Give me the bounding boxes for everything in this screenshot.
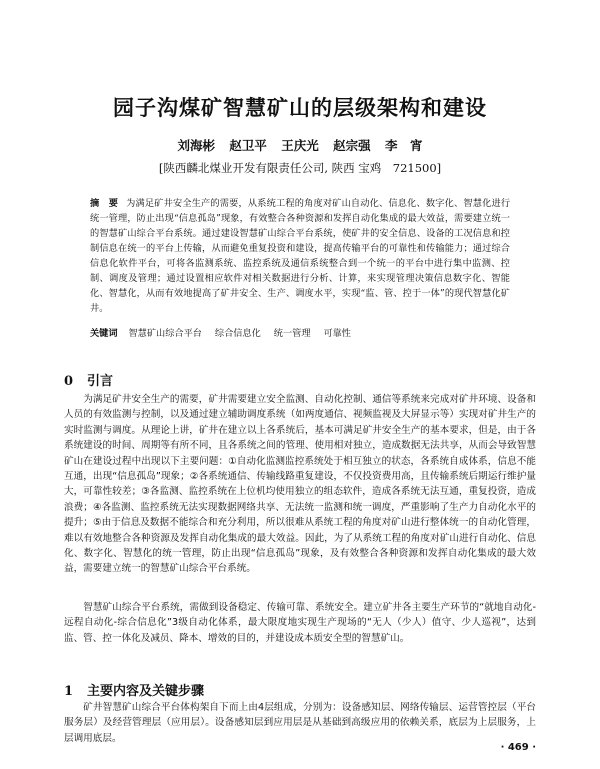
section-title: 主要内容及关键步骤 xyxy=(87,684,205,699)
section-title: 引言 xyxy=(87,374,114,389)
author-affiliation: [陕西麟北煤业开发有限责任公司, 陕西 宝鸡 721500] xyxy=(158,161,442,175)
keywords-label: 关键词 xyxy=(90,328,118,339)
author-name: 李 宵 xyxy=(384,138,423,153)
body-paragraph xyxy=(64,600,536,646)
body-paragraph xyxy=(64,392,536,577)
author-list xyxy=(0,136,600,154)
keyword: 可靠性 xyxy=(323,328,351,339)
author-name: 赵卫平 xyxy=(229,138,267,153)
author-name: 刘海彬 xyxy=(177,138,215,153)
body-paragraph xyxy=(64,700,536,746)
paragraph-text: 矿井智慧矿山综合平台体构架自下而上由4层组成，分别为：设备感知层、网络传输层、运营管控层（平台服务层）及经营管理层（应用层）。设备感知层到应用层是从基础到高级应用的依赖关系，底层为上层服务，上层调用底层。 xyxy=(64,702,536,744)
author-name: 王庆光 xyxy=(281,138,319,153)
section-heading-introduction xyxy=(64,370,113,389)
keywords xyxy=(90,326,510,341)
section-number: 0 xyxy=(64,374,74,389)
keyword: 统一管理 xyxy=(273,328,311,339)
page-number: · 469 · xyxy=(500,742,536,753)
section-heading-main-content xyxy=(64,680,204,699)
keyword: 综合信息化 xyxy=(214,328,261,339)
abstract-text: 为满足矿井安全生产的需要，从系统工程的角度对矿山自动化、信息化、数字化、智慧化进行统一管理，防止出现“信息孤岛”现象，有效整合各种资源和发挥自动化集成的最大效益，需要建立统一的智慧矿山综合平台系统。通过建设智慧矿山综合平台系统，使矿井的安全信息、设备的工况信息和控制信息在统一的平台上传输，从而避免重复投资和建设，提高传输平台的可靠性和传输能力；通过综合信息化软件平台，可将各监测系统、监控系统及通信系统整合到一个统一的平台中进行集中监测、控制、调度及管理；通过设置相应软件对相关数据进行分析、计算，来实现管理决策信息数字化、智能化、智慧化，从而有效地提高了矿井安全、生产、调度水平，实现“监、管、控于一体”的现代智慧化矿井。 xyxy=(90,198,511,314)
article-title: 园子沟煤矿智慧矿山的层级架构和建设 xyxy=(113,95,487,120)
paragraph-text: 为满足矿井安全生产的需要，矿井需要建立安全监测、自动化控制、通信等系统来完成对矿井环境、设备和人员的有效监测与控制，以及通过建立辅助调度系统（如两度通信、视频监视及大屏显示等）实现对矿井生产的实时监测与调度。从理论上讲，矿井在建立以上各系统后，基本可满足矿井安全生产的基本要求，但是，由于各系统建设的时间、周期等有所不同，且各系统之间的管理、使用相对独立，造成数据无法共享，从而会导致智慧矿山在建设过程中出现以下主要问题：①自动化监测监控系统处于相互独立的状态，各系统自成体系，信息不能互通，出现“信息孤岛”现象；②各系统通信、传输线路重复建设，不仅投资费用高，且传输系统后期运行维护量大，可靠性较差；③各监测、监控系统在上位机均使用独立的组态软件，造成各系统无法互通，重复投资，造成浪费；④各监测、监控系统无法实现数据网络共享、无法统一监测和统一调度，严重影响了生产力自动化水平的提升；⑤由于信息及数据不能综合和充分利用，所以很难从系统工程的角度对矿山进行整体统一的自动化管理，难以有效地整合各种资源及发挥自动化集成的最大效益。因此，为了从系统工程的角度对矿山进行自动化、信息化、数字化、智慧化的统一管理，防止出现“信息孤岛”现象，及有效整合各种资源和发挥自动化集成的最大效益，需要建立统一的智慧矿山综合平台系统。 xyxy=(64,394,536,575)
author-name: 赵宗强 xyxy=(333,138,371,153)
abstract xyxy=(90,196,510,316)
section-number: 1 xyxy=(64,684,74,699)
keyword: 智慧矿山综合平台 xyxy=(128,328,202,339)
abstract-label: 摘 要 xyxy=(90,198,119,209)
paragraph-text: 智慧矿山综合平台系统，需做到设备稳定、传输可靠、系统安全。建立矿井各主要生产环节的“就地自动化-远程自动化-综合信息化”3级自动化体系，最大限度地实现生产现场的“无人（少人）值守、少人巡视”，达到监、管、控一体化及减员、降本、增效的目的，并建设成本质安全型的智慧矿山。 xyxy=(64,602,536,644)
